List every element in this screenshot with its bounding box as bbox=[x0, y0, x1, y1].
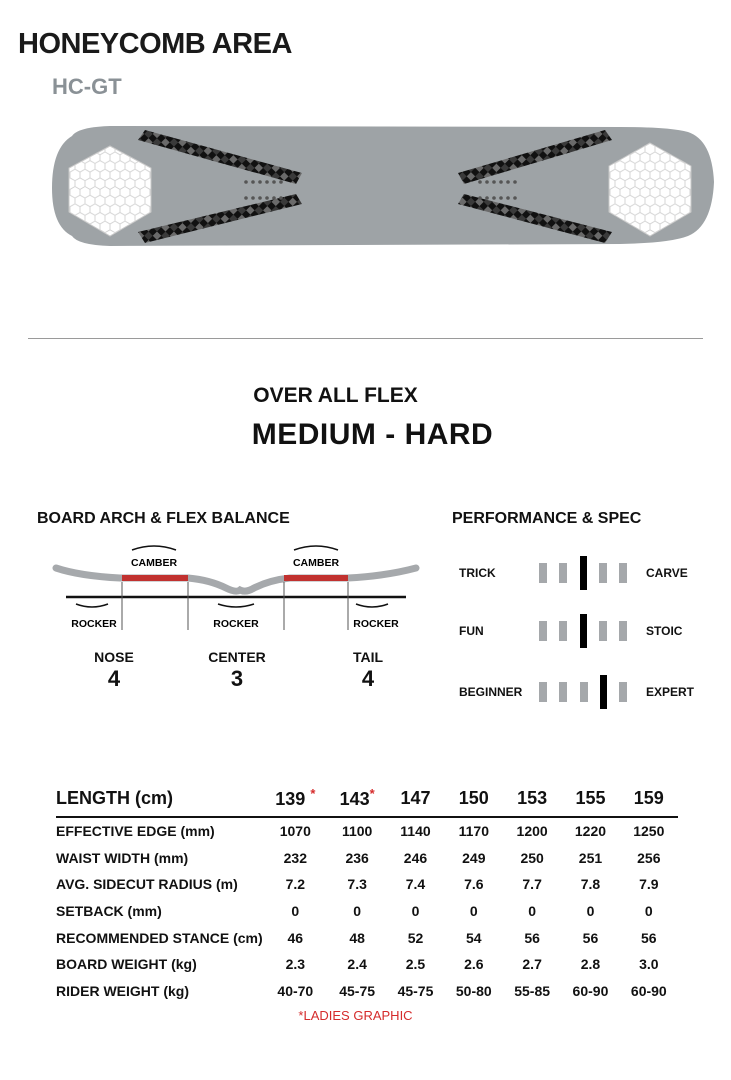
scale-step bbox=[559, 563, 567, 583]
spec-cell: 50-80 bbox=[455, 982, 492, 999]
scale-step bbox=[619, 563, 627, 583]
spec-cell: 251 bbox=[578, 849, 603, 866]
spec-cell: 0 bbox=[586, 903, 595, 920]
spec-cell: 2.5 bbox=[405, 956, 426, 973]
spec-row-label: WAIST WIDTH (mm) bbox=[56, 849, 189, 866]
spec-cell: 1200 bbox=[516, 823, 548, 840]
zone-value-nose: 4 bbox=[107, 666, 121, 691]
spec-cell: 60-90 bbox=[630, 982, 667, 999]
perf-right-label: EXPERT bbox=[646, 685, 695, 699]
spec-cell: 1140 bbox=[400, 823, 431, 840]
spec-row-label: EFFECTIVE EDGE (mm) bbox=[56, 823, 215, 840]
spec-row bbox=[56, 871, 678, 898]
perf-left-label: FUN bbox=[459, 624, 484, 638]
spec-cell: 55-85 bbox=[514, 982, 551, 999]
spec-row bbox=[56, 898, 678, 925]
length-cell: 153 bbox=[503, 780, 561, 817]
spec-cell: 0 bbox=[353, 903, 362, 920]
spec-cell: 2.4 bbox=[347, 956, 367, 973]
length-cell: 150 bbox=[445, 780, 503, 817]
spec-cell: 0 bbox=[291, 903, 300, 920]
spec-row-label: BOARD WEIGHT (kg) bbox=[56, 956, 197, 973]
perf-scale-beginner-expert bbox=[539, 679, 627, 705]
spec-cell: 7.8 bbox=[580, 876, 601, 893]
spec-cell: 2.8 bbox=[580, 956, 601, 973]
spec-row-label: RECOMMENDED STANCE (cm) bbox=[56, 929, 263, 946]
scale-step bbox=[599, 621, 607, 641]
spec-cell: 1220 bbox=[574, 823, 607, 840]
scale-step bbox=[619, 621, 627, 641]
length-header: LENGTH (cm) bbox=[56, 780, 263, 817]
zone-value-tail: 4 bbox=[361, 666, 375, 691]
spec-cell: 56 bbox=[582, 929, 599, 946]
arch-profile-diagram bbox=[50, 538, 430, 633]
spec-cell: 249 bbox=[462, 849, 486, 866]
scale-marker bbox=[580, 556, 587, 590]
perf-right-label: CARVE bbox=[646, 566, 688, 580]
zone-label-center: CENTER bbox=[208, 649, 266, 665]
spec-header-row bbox=[56, 780, 678, 817]
spec-cell: 2.3 bbox=[285, 956, 306, 973]
perf-left-label: BEGINNER bbox=[459, 685, 523, 699]
ladies-mark: * bbox=[310, 786, 316, 801]
spec-cell: 7.3 bbox=[347, 876, 367, 893]
spec-row-label: RIDER WEIGHT (kg) bbox=[56, 982, 189, 999]
spec-row bbox=[56, 951, 678, 978]
spec-cell: 250 bbox=[520, 849, 544, 866]
spec-cell: 3.0 bbox=[639, 956, 659, 973]
spec-cell: 0 bbox=[411, 903, 420, 920]
zone-value-center: 3 bbox=[230, 666, 244, 691]
spec-cell: 2.7 bbox=[522, 956, 542, 973]
product-title: HONEYCOMB AREA bbox=[18, 28, 292, 60]
scale-marker bbox=[600, 675, 607, 709]
spec-cell: 45-75 bbox=[339, 982, 376, 999]
scale-step bbox=[599, 563, 607, 583]
spec-cell: 56 bbox=[641, 929, 657, 946]
spec-cell: 54 bbox=[466, 929, 482, 946]
performance-section-title: PERFORMANCE & SPEC bbox=[452, 510, 642, 527]
scale-marker bbox=[580, 614, 587, 648]
scale-step bbox=[619, 682, 627, 702]
model-name: HC-GT bbox=[52, 74, 122, 99]
spec-cell: 1250 bbox=[633, 823, 665, 840]
scale-step bbox=[539, 563, 547, 583]
spec-cell: 1070 bbox=[279, 823, 311, 840]
length-cell: 147 bbox=[386, 780, 444, 817]
spec-row bbox=[56, 845, 678, 872]
spec-cell: 60-90 bbox=[572, 982, 609, 999]
spec-cell: 48 bbox=[349, 929, 365, 946]
zone-label-tail: TAIL bbox=[352, 649, 384, 665]
scale-step bbox=[539, 621, 547, 641]
rocker-label: ROCKER bbox=[71, 618, 117, 630]
spec-cell: 246 bbox=[403, 849, 428, 866]
spec-cell: 52 bbox=[407, 929, 424, 946]
spec-cell: 7.6 bbox=[464, 876, 484, 893]
camber-label: CAMBER bbox=[292, 557, 340, 569]
spec-cell: 46 bbox=[287, 929, 304, 946]
spec-cell: 0 bbox=[528, 903, 537, 920]
spec-table bbox=[56, 780, 678, 1004]
spec-cell: 7.2 bbox=[285, 876, 306, 893]
spec-cell: 0 bbox=[644, 903, 653, 920]
spec-cell: 236 bbox=[345, 849, 369, 866]
ladies-mark: * bbox=[369, 786, 375, 801]
section-divider bbox=[28, 338, 703, 339]
scale-step bbox=[559, 621, 567, 641]
spec-cell: 2.6 bbox=[464, 956, 484, 973]
spec-cell: 56 bbox=[524, 929, 540, 946]
snowboard-illustration bbox=[0, 100, 731, 280]
length-cell: 155 bbox=[561, 780, 619, 817]
rocker-label: ROCKER bbox=[353, 618, 399, 630]
spec-cell: 7.4 bbox=[405, 876, 426, 893]
camber-label: CAMBER bbox=[130, 557, 178, 569]
scale-step bbox=[580, 682, 588, 702]
arch-section-title: BOARD ARCH & FLEX BALANCE bbox=[37, 510, 290, 527]
spec-cell: 1100 bbox=[341, 823, 373, 840]
overall-flex-value: MEDIUM - HARD bbox=[251, 418, 494, 451]
overall-flex-label: OVER ALL FLEX bbox=[253, 384, 418, 407]
perf-scale-fun-stoic bbox=[539, 618, 627, 644]
spec-row bbox=[56, 924, 678, 951]
spec-cell: 232 bbox=[283, 849, 307, 866]
scale-step bbox=[559, 682, 567, 702]
spec-cell: 7.9 bbox=[639, 876, 659, 893]
scale-step bbox=[539, 682, 547, 702]
spec-row-label: AVG. SIDECUT RADIUS (m) bbox=[56, 876, 238, 893]
perf-scale-trick-carve bbox=[539, 560, 627, 586]
length-cell: 159 bbox=[620, 780, 678, 817]
perf-left-label: TRICK bbox=[459, 566, 496, 580]
spec-cell: 7.7 bbox=[522, 876, 542, 893]
spec-row-label: SETBACK (mm) bbox=[56, 903, 162, 920]
spec-cell: 40-70 bbox=[277, 982, 314, 999]
length-cell: 139 * bbox=[263, 780, 328, 817]
zone-label-nose: NOSE bbox=[94, 649, 134, 665]
spec-row bbox=[56, 817, 678, 845]
board-profile bbox=[56, 568, 416, 591]
spec-cell: 45-75 bbox=[397, 982, 434, 999]
rocker-label: ROCKER bbox=[213, 618, 259, 630]
spec-cell: 0 bbox=[469, 903, 478, 920]
perf-right-label: STOIC bbox=[646, 624, 683, 638]
spec-cell: 1170 bbox=[458, 823, 489, 840]
ladies-graphic-note: *LADIES GRAPHIC bbox=[298, 1008, 413, 1023]
length-cell: 143* bbox=[328, 780, 386, 817]
spec-row bbox=[56, 978, 678, 1005]
spec-cell: 256 bbox=[637, 849, 661, 866]
